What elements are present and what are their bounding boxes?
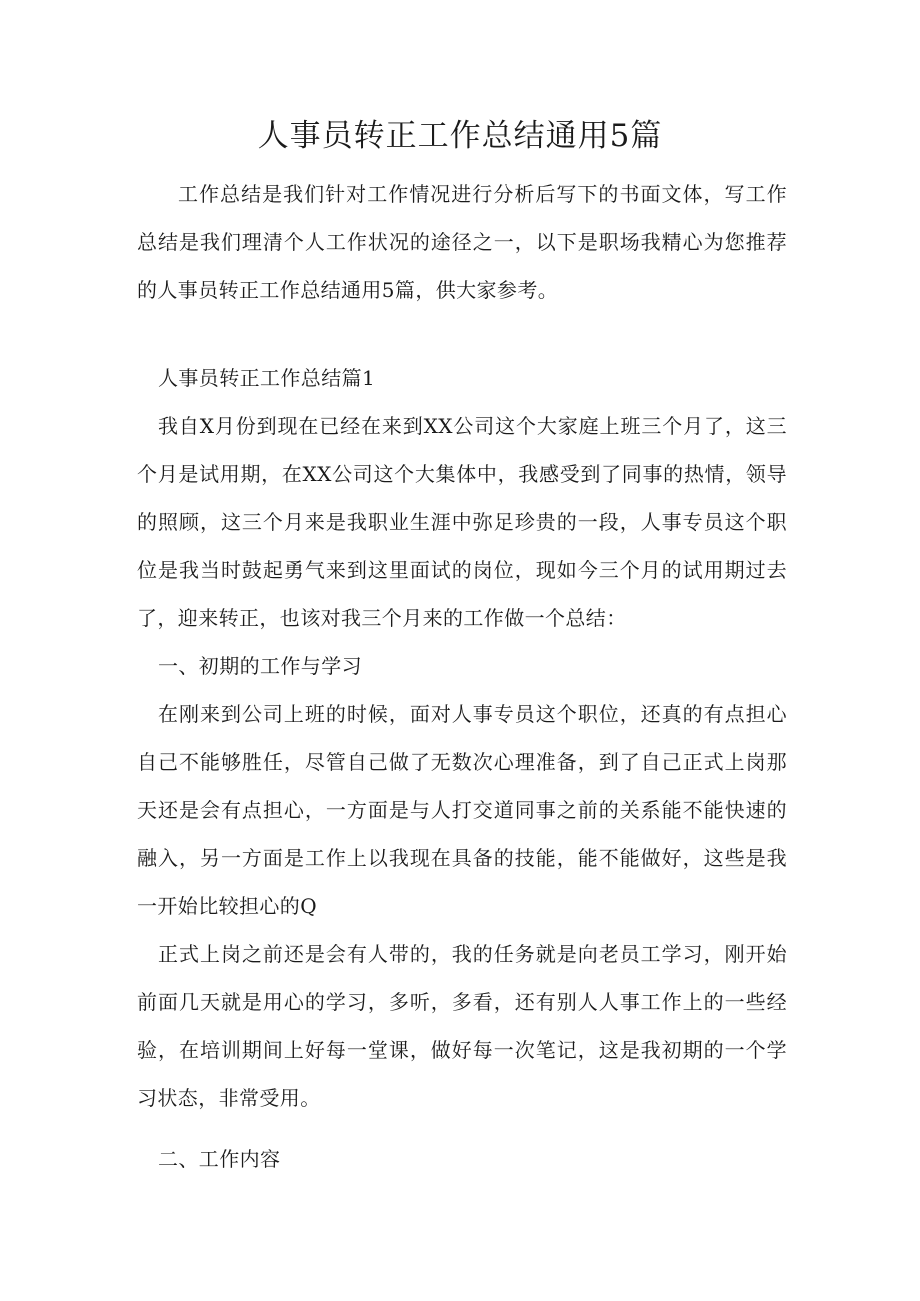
subheading-work-content: 二、工作内容 bbox=[158, 1147, 281, 1171]
section-heading: 人事员转正工作总结篇1 bbox=[158, 366, 376, 390]
subheading-initial-work: 一、初期的工作与学习 bbox=[158, 654, 362, 678]
body-paragraph-2: 在刚来到公司上班的时候，面对人事专员这个职位，还真的有点担心自己不能够胜任，尽管自己做了无数次心理准备，到了自己正式上岗那天还是会有点担心，一方面是与人打交道同事之前的关系能不能快速的融入，另一方面是工作上以我现在具备的技能，能不能做好，这些是我一开始比较担心的Q bbox=[137, 702, 787, 918]
body-paragraph-1: 我自X月份到现在已经在来到XX公司这个大家庭上班三个月了，这三个月是试用期，在XX公司这个大集体中，我感受到了同事的热情，领导的照顾，这三个月来是我职业生涯中弥足珍贵的一段，人事专员这个职位是我当时鼓起勇气来到这里面试的岗位，现如今三个月的试用期过去了，迎来转正，也该对我三个月来的工作做一个总结： bbox=[137, 414, 787, 630]
body-paragraph-3: 正式上岗之前还是会有人带的，我的任务就是向老员工学习，刚开始前面几天就是用心的学习，多听，多看，还有别人人事工作上的一些经验，在培训期间上好每一堂课，做好每一次笔记，这是我初期的一个学习状态，非常受用。 bbox=[137, 942, 787, 1110]
document-title: 人事员转正工作总结通用5篇 bbox=[257, 118, 663, 154]
intro-paragraph: 工作总结是我们针对工作情况进行分析后写下的书面文体，写工作总结是我们理清个人工作状况的途径之一，以下是职场我精心为您推荐的人事员转正工作总结通用5篇，供大家参考。 bbox=[137, 182, 787, 302]
